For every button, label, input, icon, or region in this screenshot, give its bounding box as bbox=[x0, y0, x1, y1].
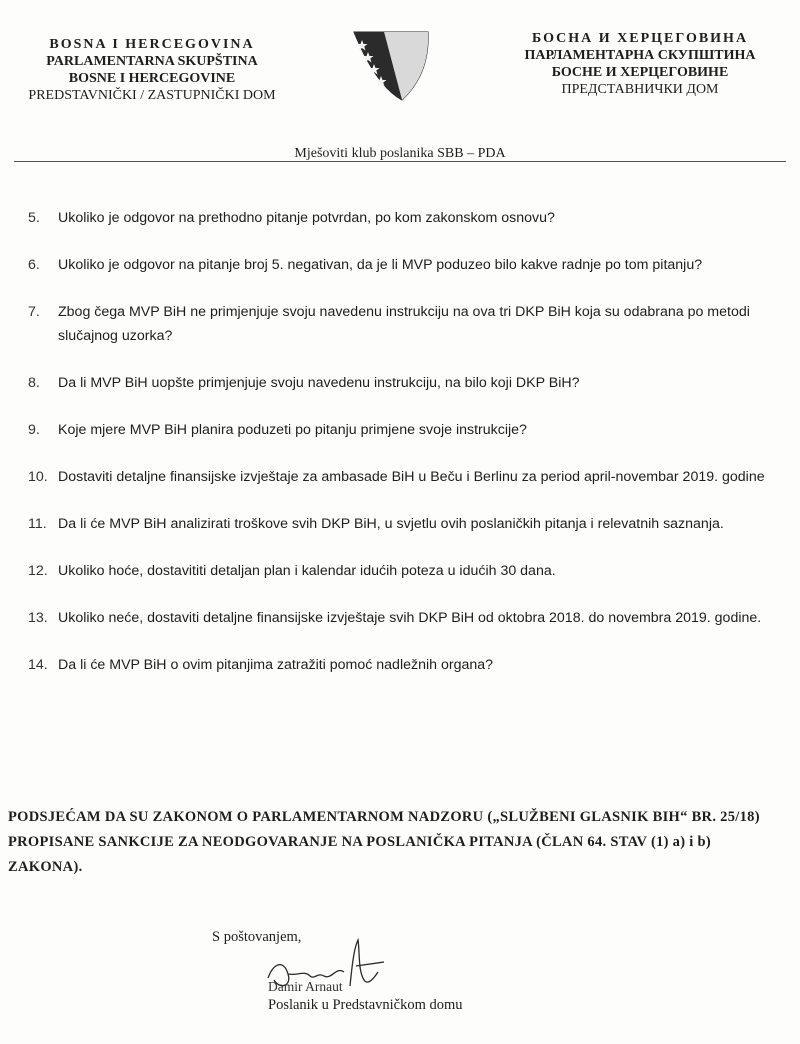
item-number: 10. bbox=[28, 469, 48, 485]
header-divider bbox=[14, 161, 786, 162]
item-text: Ukoliko neće, dostaviti detaljne finansijske izvještaje svih DKP BiH od oktobra 2018. do novembra 2019. godine. bbox=[58, 610, 762, 626]
item-number: 6. bbox=[28, 257, 40, 273]
header-left-line-4: PREDSTAVNIČKI / ZASTUPNIČKI DOM bbox=[28, 88, 276, 103]
header-right-line-3: БОСНЕ И ХЕРЦЕГОВИНЕ bbox=[551, 65, 729, 80]
item-number: 13. bbox=[28, 610, 48, 626]
club-title: Mješoviti klub poslanika SBB – PDA bbox=[294, 146, 506, 161]
question-list bbox=[28, 206, 778, 700]
list-item bbox=[28, 512, 778, 536]
item-text: Ukoliko je odgovor na pitanje broj 5. negativan, da je li MVP poduzeo bilo kakve radnje po tom pitanju? bbox=[58, 257, 703, 273]
item-number: 14. bbox=[28, 657, 48, 673]
list-item bbox=[28, 418, 778, 442]
coat-of-arms-icon bbox=[346, 26, 446, 106]
item-number: 9. bbox=[28, 422, 40, 438]
header-left bbox=[12, 36, 292, 104]
list-item bbox=[28, 559, 778, 583]
item-text: Koje mjere MVP BiH planira poduzeti po pitanju primjene svoje instrukcije? bbox=[58, 422, 527, 438]
header-right-line-2: ПАРЛАМЕНТАРНА СКУПШТИНА bbox=[524, 48, 756, 63]
item-text: Da li će MVP BiH o ovim pitanjima zatražiti pomoć nadležnih organa? bbox=[58, 657, 494, 673]
signer-position: Poslanik u Predstavničkom domu bbox=[268, 997, 463, 1013]
list-item bbox=[28, 206, 778, 230]
item-text: Dostaviti detaljne finansijske izvještaje za ambasade BiH u Beču i Berlinu za period april-novembar 2019. godine bbox=[58, 469, 765, 485]
header-left-line-3: BOSNE I HERCEGOVINE bbox=[68, 71, 236, 86]
item-number: 12. bbox=[28, 563, 48, 579]
list-item bbox=[28, 253, 778, 277]
item-number: 7. bbox=[28, 304, 40, 320]
list-item bbox=[28, 465, 778, 489]
header-left-line-2: PARLAMENTARNA SKUPŠTINA bbox=[46, 54, 258, 69]
closing-salutation: S poštovanjem, bbox=[212, 929, 302, 945]
legal-notice: PODSJEĆAM DA SU ZAKONOM O PARLAMENTARNOM NADZORU („SLUŽBENI GLASNIK BIH“ BR. 25/18) PROPISANE SANKCIJE ZA NEODGOVARANJE NA POSLANIČKA PITANJA (ČLAN 64. STAV (1) a) i b) ZAKONA). bbox=[8, 809, 760, 875]
list-item bbox=[28, 300, 778, 348]
list-item bbox=[28, 371, 778, 395]
item-number: 5. bbox=[28, 210, 40, 226]
item-text: Ukoliko je odgovor na prethodno pitanje potvrdan, po kom zakonskom osnovu? bbox=[58, 210, 555, 226]
list-item bbox=[28, 606, 778, 630]
header-left-line-1: BOSNA I HERCEGOVINA bbox=[49, 37, 255, 52]
item-number: 8. bbox=[28, 375, 40, 391]
signature-icon bbox=[254, 936, 404, 1006]
item-text: Da li MVP BiH uopšte primjenjuje svoju navedenu instrukciju, na bilo koji DKP BiH? bbox=[58, 375, 580, 391]
header-right-line-1: БОСНА И ХЕРЦЕГОВИНА bbox=[531, 31, 749, 46]
header-right-line-4: ПРЕДСТАВНИЧКИ ДОМ bbox=[561, 82, 719, 97]
item-text: Ukoliko hoće, dostavititi detaljan plan i kalendar idućih poteza u idućih 30 dana. bbox=[58, 563, 556, 579]
header-right bbox=[490, 30, 790, 98]
item-text: Da li će MVP BiH analizirati troškove svih DKP BiH, u svjetlu ovih poslaničkih pitanja i relevatnih saznanja. bbox=[58, 516, 724, 532]
signer-name: Damir Arnaut bbox=[268, 979, 343, 994]
list-item bbox=[28, 653, 778, 677]
item-text: Zbog čega MVP BiH ne primjenjuje svoju navedenu instrukciju na ova tri DKP BiH koja su odabrana po metodi slučajnog uzorka? bbox=[58, 304, 750, 344]
item-number: 11. bbox=[28, 516, 47, 532]
